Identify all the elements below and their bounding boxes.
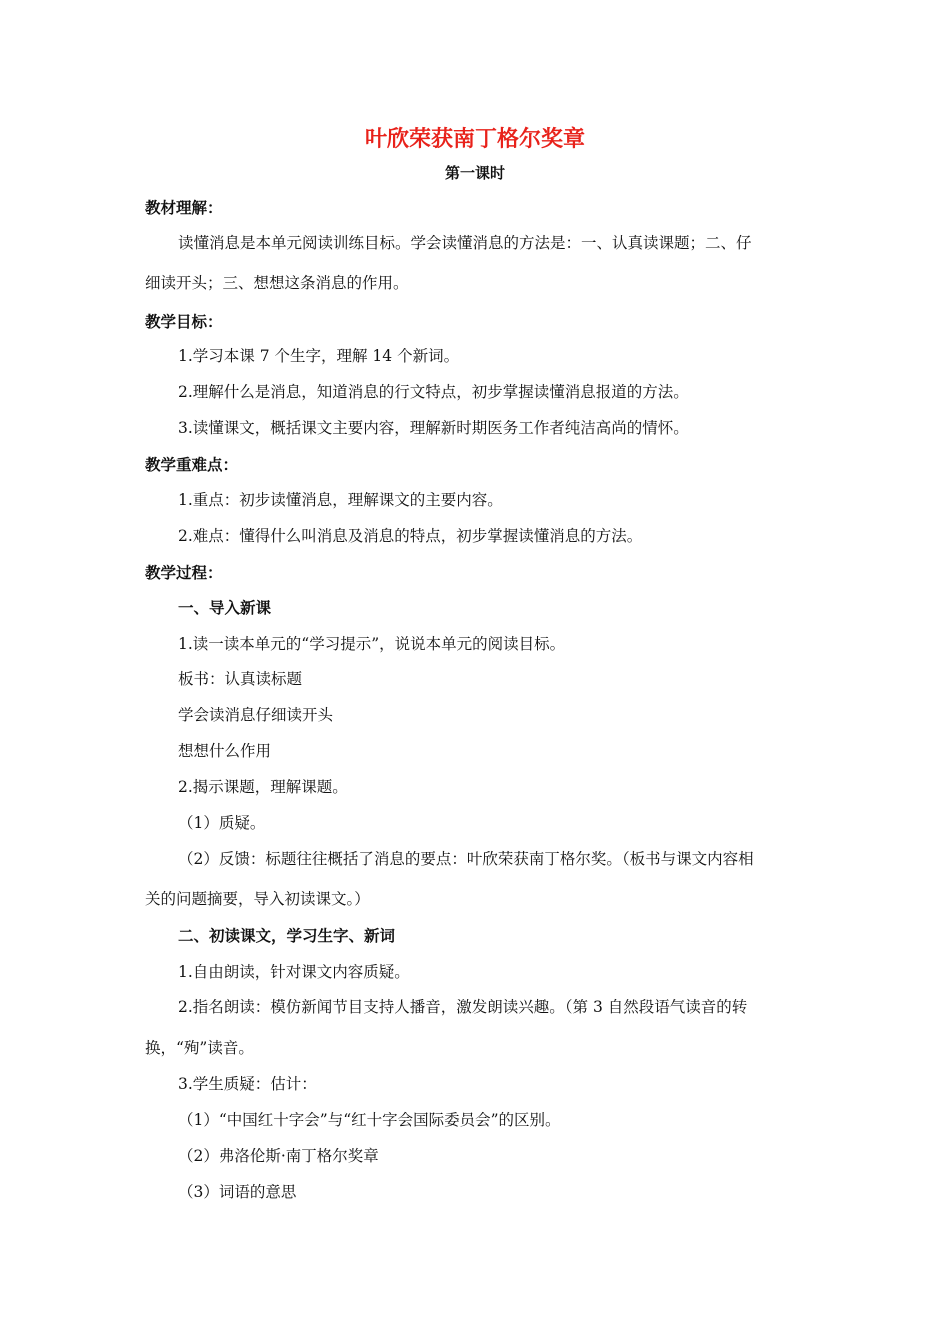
material-para-line2: 细读开头；三、想想这条消息的作用。 [145,274,409,292]
part1-line: 关的问题摘要，导入初读课文。） [145,890,370,908]
part2-line: （1）“中国红十字会”与“红十字会国际委员会”的区别。 [178,1111,561,1129]
part2-line: 换，“殉”读音。 [145,1039,254,1057]
part2-line: （2）弗洛伦斯·南丁格尔奖章 [178,1147,379,1165]
key-point-item: 1.重点：初步读懂消息，理解课文的主要内容。 [178,491,503,509]
page-subtitle: 第一课时 [444,164,505,182]
part1-line: 想想什么作用 [178,742,272,760]
key-point-item: 2.难点：懂得什么叫消息及消息的特点，初步掌握读懂消息的方法。 [178,527,643,545]
part2-line: （3）词语的意思 [178,1183,297,1201]
heading-goals: 教学目标： [145,312,223,331]
part2-heading: 二、初读课文，学习生字、新词 [178,926,396,945]
material-para-line1: 读懂消息是本单元阅读训练目标。学会读懂消息的方法是：一、认真读课题；二、仔 [178,234,752,252]
part1-heading: 一、导入新课 [178,598,272,617]
part1-line: （2）反馈：标题往往概括了消息的要点：叶欣荣获南丁格尔奖。（板书与课文内容相 [178,850,754,868]
part1-line: 1.读一读本单元的“学习提示”，说说本单元的阅读目标。 [178,635,566,653]
goal-item: 3.读懂课文，概括课文主要内容，理解新时期医务工作者纯洁高尚的情怀。 [178,419,689,437]
part1-line: 学会读消息仔细读开头 [178,706,334,724]
goal-item: 1.学习本课 7 个生字，理解 14 个新词。 [178,347,460,365]
page-title: 叶欣荣获南丁格尔奖章 [364,126,585,152]
goal-item: 2.理解什么是消息，知道消息的行文特点，初步掌握读懂消息报道的方法。 [178,383,689,401]
heading-process: 教学过程： [145,563,223,582]
heading-key-points: 教学重难点： [145,455,239,474]
part2-line: 3.学生质疑：估计： [178,1075,317,1093]
heading-material: 教材理解： [145,198,223,217]
part1-line: （1）质疑。 [178,814,266,832]
part1-line: 板书：认真读标题 [178,670,303,688]
part2-line: 1.自由朗读，针对课文内容质疑。 [178,963,410,981]
part1-line: 2.揭示课题，理解课题。 [178,778,348,796]
part2-line: 2.指名朗读：模仿新闻节目支持人播音，激发朗读兴趣。（第 3 自然段语气读音的转 [178,998,748,1016]
